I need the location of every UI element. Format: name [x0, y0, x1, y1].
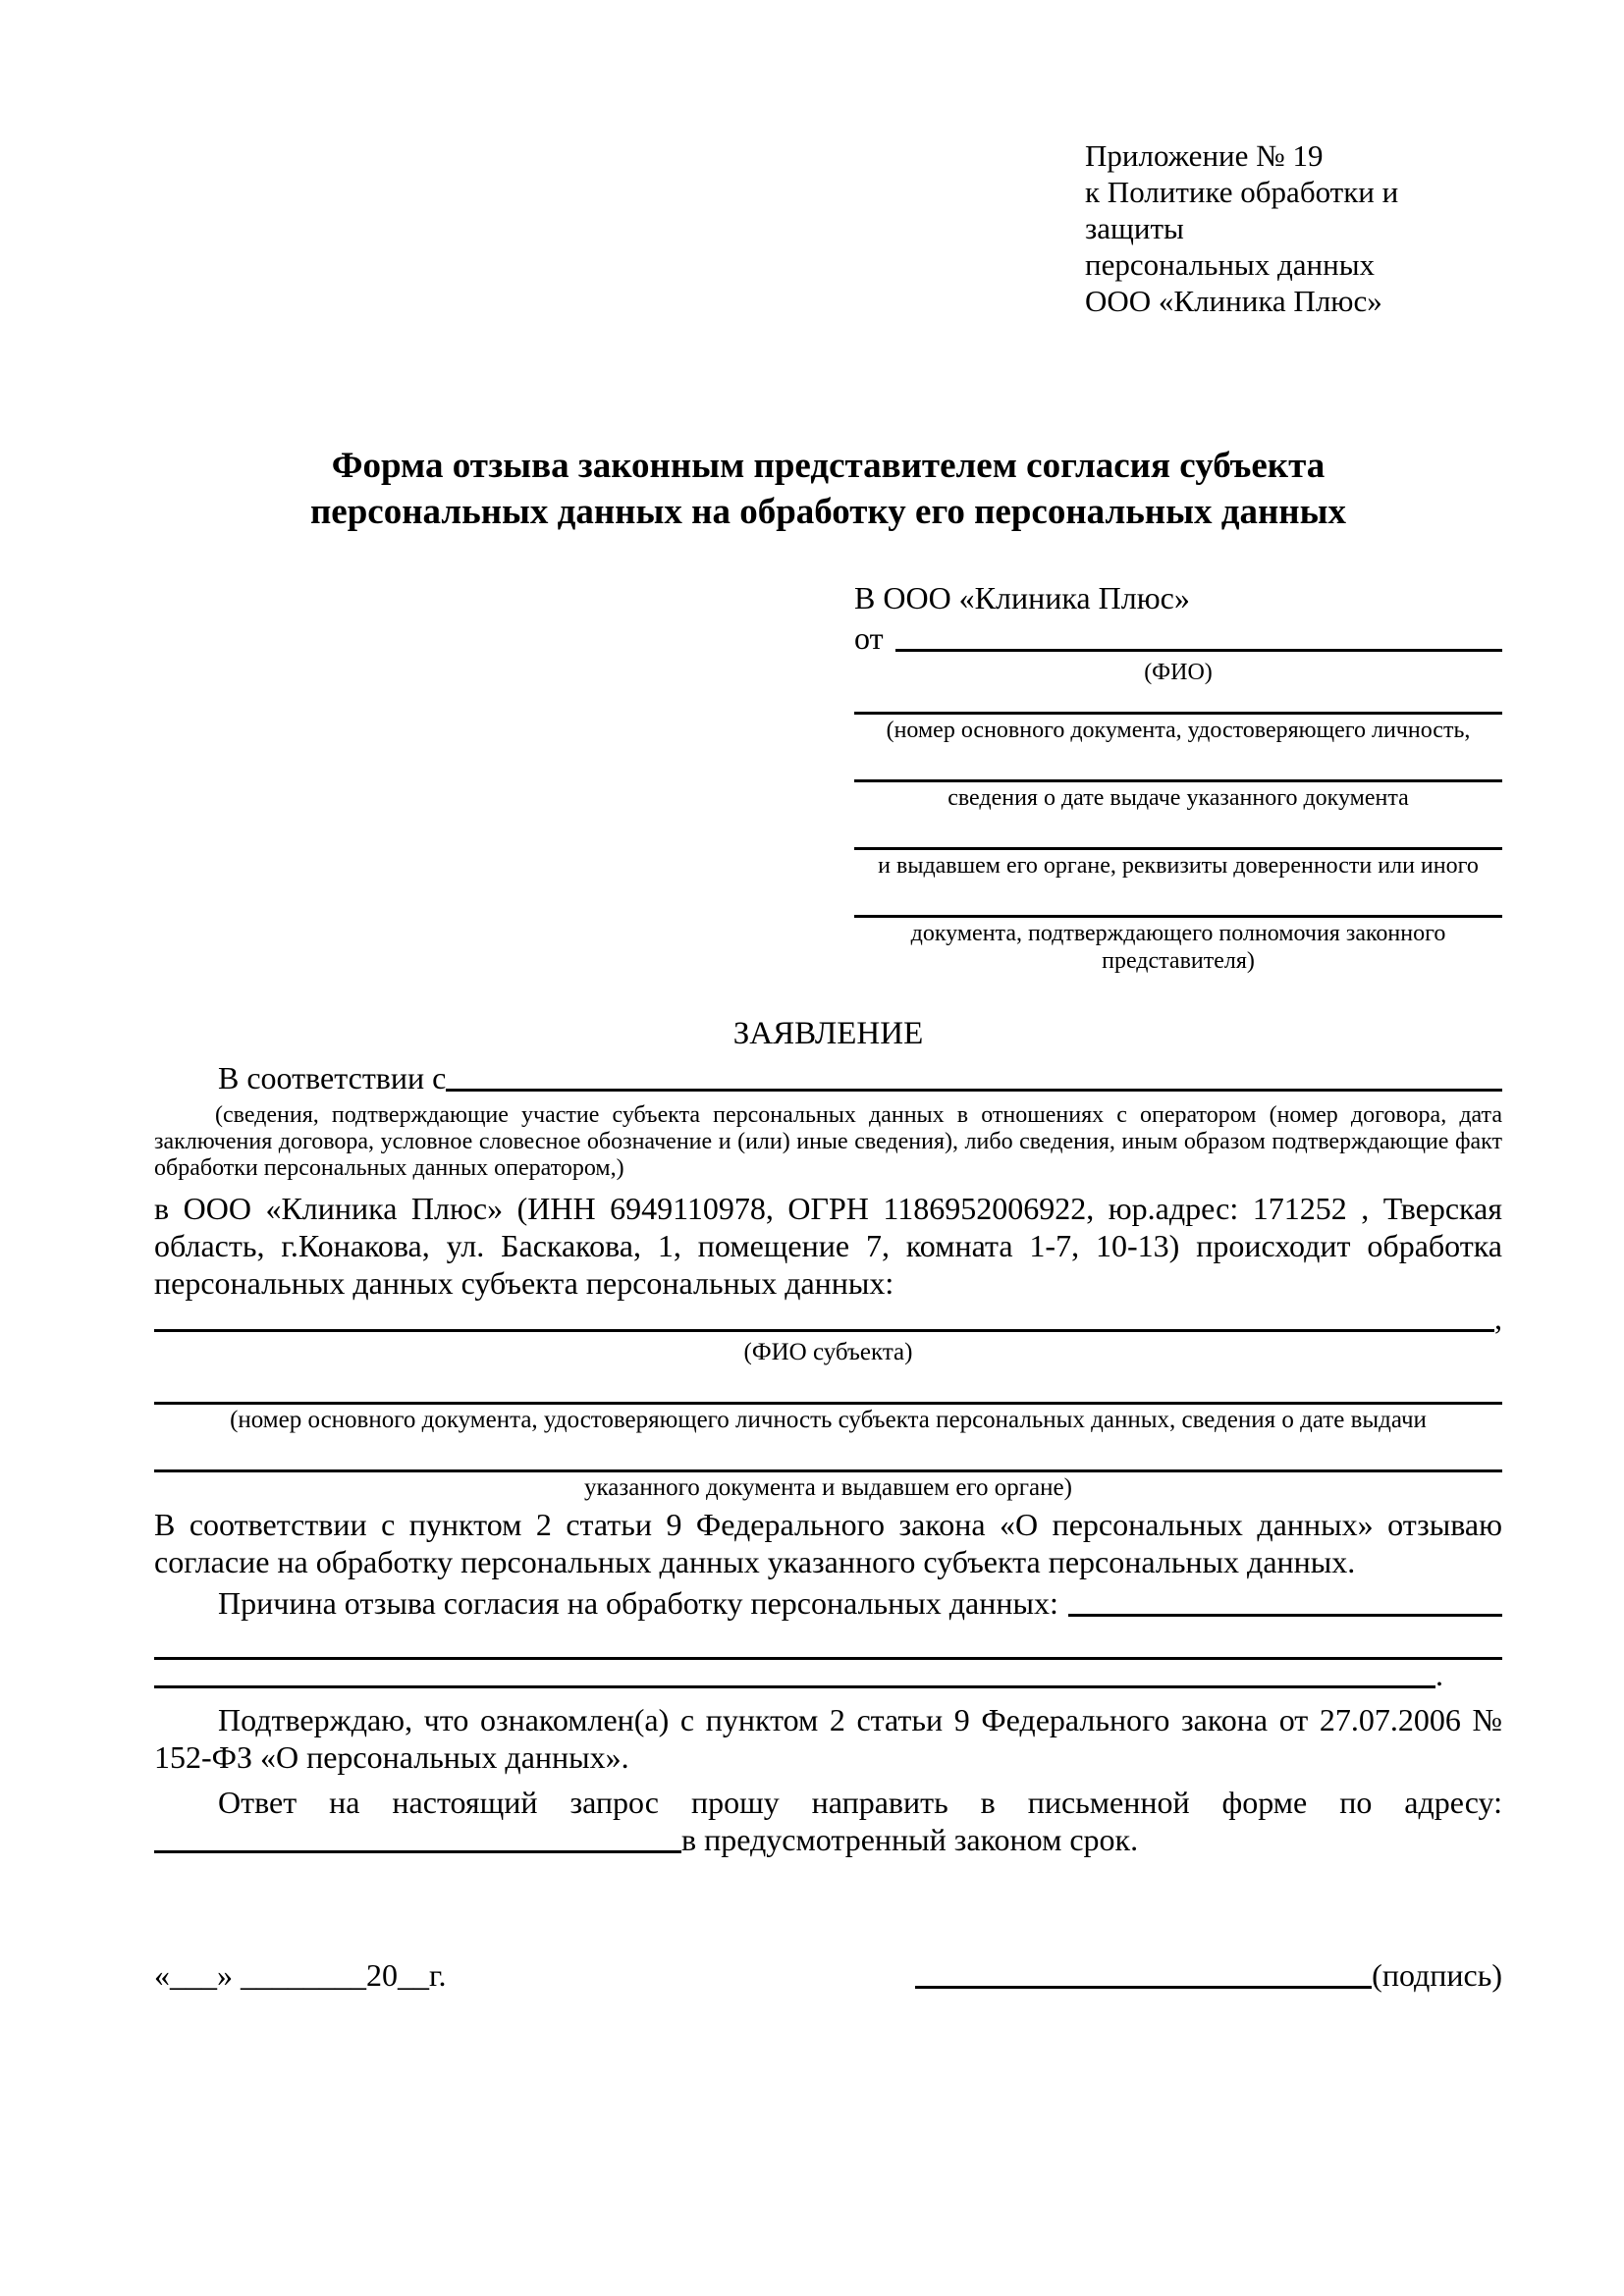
operator-paragraph: в ООО «Клиника Плюс» (ИНН 6949110978, ОГРН 1186952006922, юр.адрес: 171252 , Тверская область, г.Конакова, ул. Баскакова, 1, помещение 7, комната 1-7, 10-13) происходит обработка персональных данных субъекта персональных данных: — [154, 1191, 1502, 1301]
appendix-line-4: ООО «Клиника Плюс» — [1085, 284, 1382, 318]
reason-blank-line — [1068, 1614, 1502, 1617]
appendix-line-1: Приложение № 19 — [1085, 138, 1324, 173]
representative-doc-caption-4: документа, подтверждающего полномочия законного представителя) — [910, 921, 1446, 974]
signature-row — [154, 1952, 1502, 1994]
basis-row — [154, 1057, 1502, 1096]
reason-blank-line-2 — [154, 1685, 1435, 1688]
reason-label: Причина отзыва согласия на обработку персональных данных: — [218, 1585, 1058, 1621]
basis-label: В соответствии с — [218, 1060, 447, 1095]
reply-tail-text: в предусмотренный законом срок. — [681, 1822, 1139, 1857]
subject-doc-blank-line-1 — [154, 1366, 1502, 1405]
period-text: . — [1435, 1657, 1443, 1692]
subject-fio-blank-line — [154, 1329, 1494, 1332]
reason-blank-line-full — [154, 1622, 1502, 1660]
confirm-paragraph: Подтверждаю, что ознакомлен(а) с пунктом 2 статьи 9 Федерального закона от 27.07.2006 № 152-ФЗ «О персональных данных». — [154, 1702, 1502, 1775]
signature-area — [915, 1957, 1502, 1994]
representative-doc-blank-line-3 — [854, 812, 1502, 850]
appendix-line-3: персональных данных — [1085, 247, 1376, 282]
basis-fine-print: (сведения, подтверждающие участие субъекта персональных данных в отношениях с оператором (номер договора, дата заключения договора, условное словесное обозначение и (или) иные сведения), либо сведения, иным образом подтверждающие факт обработки персональных данных оператором,) — [154, 1102, 1502, 1181]
document-title — [154, 443, 1502, 535]
subject-doc-blank-line-2 — [154, 1434, 1502, 1472]
signature-caption: (подпись) — [1372, 1957, 1502, 1993]
subject-doc-caption-2: указанного документа и выдавшем его органе) — [584, 1474, 1072, 1501]
comma-text: , — [1494, 1301, 1502, 1336]
signature-blank-line — [915, 1986, 1372, 1989]
reply-address-row — [154, 1821, 1502, 1858]
representative-doc-blank-line-4 — [854, 880, 1502, 918]
subject-fio-row — [154, 1302, 1502, 1337]
representative-doc-caption-2: сведения о дате выдаче указанного документа — [947, 785, 1409, 811]
appendix-line-2: к Политике обработки и защиты — [1085, 175, 1399, 245]
addressee-block — [854, 578, 1502, 975]
representative-doc-caption-1: (номер основного документа, удостоверяющего личность, — [886, 718, 1471, 743]
title-line-2: персональных данных на обработку его персональных данных — [309, 492, 1346, 532]
representative-doc-blank-line-2 — [854, 744, 1502, 782]
statement-heading: ЗАЯВЛЕНИЕ — [732, 1016, 924, 1051]
addressee-organization: В ООО «Клиника Плюс» — [854, 580, 1190, 615]
representative-fio-caption: (ФИО) — [1144, 660, 1213, 685]
title-line-1: Форма отзыва законным представителем согласия субъекта — [331, 446, 1326, 486]
subject-fio-caption: (ФИО субъекта) — [743, 1339, 913, 1365]
reason-row — [154, 1580, 1502, 1622]
appendix-block — [1085, 137, 1502, 319]
representative-doc-blank-line-1 — [854, 686, 1502, 715]
representative-doc-caption-3: и выдавшем его органе, реквизиты доверенности или иного — [878, 853, 1479, 879]
date-blank: «___» ________20__г. — [154, 1957, 447, 1993]
from-label: от — [854, 620, 884, 656]
address-blank-line — [154, 1850, 681, 1853]
reason-period-row — [154, 1657, 1502, 1693]
from-row — [854, 617, 1502, 657]
reply-paragraph: Ответ на настоящий запрос прошу направить в письменной форме по адресу: — [218, 1785, 1502, 1820]
withdraw-paragraph: В соответствии с пунктом 2 статьи 9 Федерального закона «О персональных данных» отзываю согласие на обработку персональных данных указанного субъекта персональных данных. — [154, 1507, 1502, 1579]
subject-doc-caption-1: (номер основного документа, удостоверяющего личность субъекта персональных данных, сведения о дате выдачи — [230, 1407, 1427, 1433]
basis-blank-line — [446, 1089, 1502, 1092]
representative-fio-blank-line — [895, 649, 1502, 652]
